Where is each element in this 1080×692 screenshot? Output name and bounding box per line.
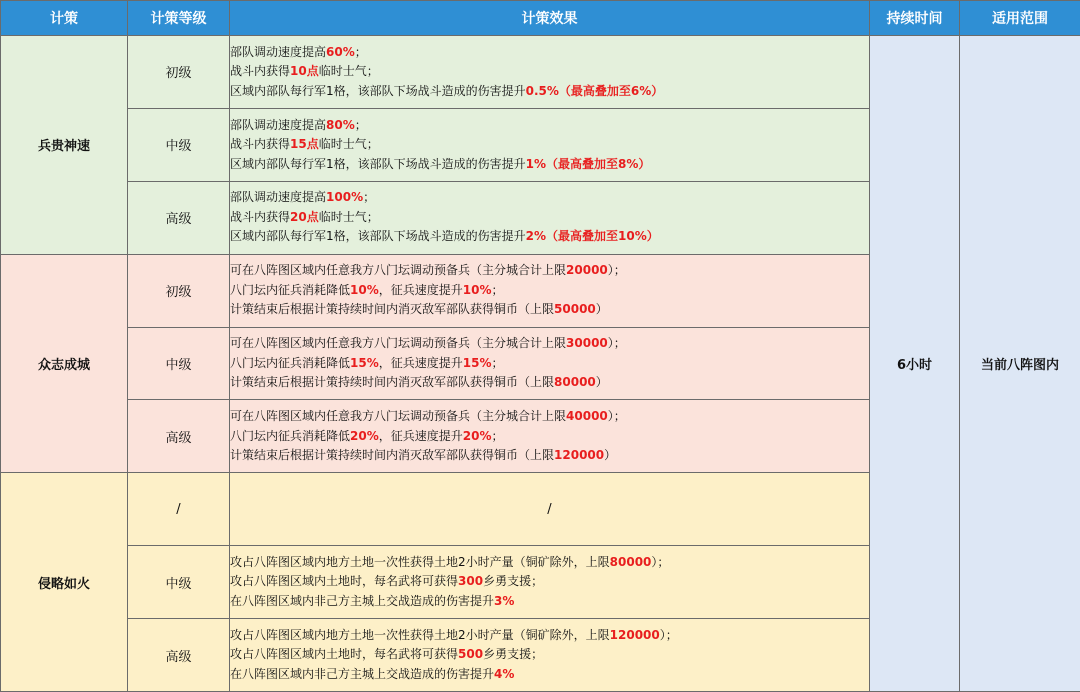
- effect-line: [230, 427, 869, 447]
- effect-line: [230, 43, 869, 63]
- effect-text: 乡勇支援；: [483, 647, 544, 662]
- strategy-effect: [230, 108, 870, 181]
- effect-text: 乡勇支援；: [483, 574, 544, 589]
- strategy-name: 兵贵神速: [1, 36, 128, 255]
- effect-text: ；: [491, 355, 504, 370]
- effect-text: 区域内部队每行军1格，该部队下场战斗造成的伤害提升: [230, 229, 526, 244]
- effect-text: 计策结束后根据计策持续时间内消灭敌军部队获得铜币（上限: [230, 375, 555, 390]
- effect-line: [230, 407, 869, 427]
- effect-text: 八门坛内征兵消耗降低: [230, 282, 351, 297]
- effect-line: [230, 82, 869, 102]
- effect-line: [230, 261, 869, 281]
- effect-line: [230, 208, 869, 228]
- scope-value: 当前八阵图内: [960, 36, 1080, 692]
- table-row: [1, 36, 1080, 109]
- effect-text: 可在八阵图区域内任意我方八门坛调动预备兵（主分城合计上限: [230, 336, 567, 351]
- effect-line: [230, 334, 869, 354]
- strategy-effect: [230, 254, 870, 327]
- strategy-name: 众志成城: [1, 254, 128, 473]
- effect-text: ，征兵速度提升: [378, 282, 463, 297]
- effect-text: 八门坛内征兵消耗降低: [230, 355, 351, 370]
- effect-text: /: [547, 501, 552, 517]
- effect-text: ）；: [651, 554, 670, 569]
- effect-text: ）；: [659, 627, 678, 642]
- strategy-level: 高级: [128, 181, 230, 254]
- effect-highlight: 20点: [290, 209, 319, 224]
- effect-text: ）: [604, 448, 617, 463]
- strategy-level: 中级: [128, 546, 230, 619]
- effect-highlight: 20%: [350, 428, 379, 443]
- effect-text: 临时士气；: [318, 209, 379, 224]
- effect-highlight: 100%: [326, 190, 364, 205]
- strategy-level: 初级: [128, 36, 230, 109]
- effect-line: [230, 281, 869, 301]
- effect-text: 区域内部队每行军1格，该部队下场战斗造成的伤害提升: [230, 156, 526, 171]
- effect-highlight: 50000: [554, 302, 596, 317]
- effect-text: 部队调动速度提高: [230, 44, 327, 59]
- effect-highlight: 1%（最高叠加至8%）: [525, 156, 651, 171]
- strategy-level: 中级: [128, 327, 230, 400]
- effect-line: [230, 227, 869, 247]
- effect-text: 八门坛内征兵消耗降低: [230, 428, 351, 443]
- effect-highlight: 10%: [462, 282, 492, 297]
- header-duration: 持续时间: [870, 1, 960, 36]
- header-strategy: 计策: [1, 1, 128, 36]
- effect-highlight: 15%: [350, 355, 379, 370]
- strategy-effect: [230, 546, 870, 619]
- strategy-effect: [230, 181, 870, 254]
- effect-line: [230, 373, 869, 393]
- strategy-level: 初级: [128, 254, 230, 327]
- effect-text: 临时士气；: [318, 137, 379, 152]
- effect-highlight: 0.5%（最高叠加至6%）: [525, 83, 664, 98]
- effect-text: ；: [354, 44, 367, 59]
- effect-text: ，征兵速度提升: [378, 355, 463, 370]
- effect-line: [230, 500, 869, 520]
- effect-text: ）；: [607, 336, 626, 351]
- effect-text: 在八阵图区域内非己方主城上交战造成的伤害提升: [230, 593, 495, 608]
- effect-highlight: 40000: [566, 409, 608, 424]
- effect-highlight: 120000: [554, 448, 605, 463]
- effect-line: [230, 135, 869, 155]
- strategy-name: 侵略如火: [1, 473, 128, 692]
- effect-highlight: 500: [458, 647, 484, 662]
- effect-highlight: 2%（最高叠加至10%）: [525, 229, 659, 244]
- effect-highlight: 20%: [462, 428, 492, 443]
- effect-line: [230, 592, 869, 612]
- effect-text: 部队调动速度提高: [230, 117, 327, 132]
- effect-highlight: 3%: [494, 593, 515, 608]
- effect-line: [230, 553, 869, 573]
- effect-line: [230, 155, 869, 175]
- strategy-level: /: [128, 473, 230, 546]
- effect-text: ，征兵速度提升: [378, 428, 463, 443]
- effect-line: [230, 354, 869, 374]
- effect-highlight: 15点: [290, 137, 319, 152]
- effect-text: 攻占八阵图区域内地方土地一次性获得土地2小时产量（铜矿除外，上限: [230, 554, 610, 569]
- header-scope: 适用范围: [960, 1, 1080, 36]
- effect-line: [230, 188, 869, 208]
- effect-highlight: 10%: [350, 282, 379, 297]
- effect-highlight: 60%: [326, 44, 355, 59]
- effect-text: 攻占八阵图区域内土地时，每名武将可获得: [230, 647, 459, 662]
- effect-text: 攻占八阵图区域内地方土地一次性获得土地2小时产量（铜矿除外，上限: [230, 627, 610, 642]
- strategy-effect: [230, 327, 870, 400]
- effect-line: [230, 572, 869, 592]
- effect-highlight: 15%: [462, 355, 492, 370]
- effect-line: [230, 62, 869, 82]
- strategy-effect: [230, 400, 870, 473]
- header-effect: 计策效果: [230, 1, 870, 36]
- effect-text: 战斗内获得: [230, 209, 291, 224]
- effect-text: 在八阵图区域内非己方主城上交战造成的伤害提升: [230, 666, 495, 681]
- effect-text: ）；: [607, 409, 626, 424]
- effect-text: 可在八阵图区域内任意我方八门坛调动预备兵（主分城合计上限: [230, 409, 567, 424]
- effect-highlight: 300: [458, 574, 484, 589]
- effect-highlight: 80000: [554, 375, 596, 390]
- duration-value: 6小时: [870, 36, 960, 692]
- strategy-level: 中级: [128, 108, 230, 181]
- effect-text: 战斗内获得: [230, 137, 291, 152]
- header-row: [1, 1, 1080, 36]
- strategy-effect: [230, 473, 870, 546]
- effect-text: 战斗内获得: [230, 64, 291, 79]
- effect-text: ）: [595, 302, 608, 317]
- strategy-level: 高级: [128, 400, 230, 473]
- effect-highlight: 20000: [566, 263, 608, 278]
- effect-text: 区域内部队每行军1格，该部队下场战斗造成的伤害提升: [230, 83, 526, 98]
- effect-highlight: 80000: [609, 554, 652, 569]
- effect-text: ；: [363, 190, 376, 205]
- header-level: 计策等级: [128, 1, 230, 36]
- effect-line: [230, 446, 869, 466]
- effect-text: ；: [491, 282, 504, 297]
- effect-line: [230, 626, 869, 646]
- strategy-level: 高级: [128, 619, 230, 692]
- effect-highlight: 10点: [290, 64, 319, 79]
- effect-highlight: 120000: [609, 627, 660, 642]
- effect-text: 计策结束后根据计策持续时间内消灭敌军部队获得铜币（上限: [230, 448, 555, 463]
- effect-line: [230, 116, 869, 136]
- effect-text: 计策结束后根据计策持续时间内消灭敌军部队获得铜币（上限: [230, 302, 555, 317]
- effect-highlight: 30000: [566, 336, 608, 351]
- effect-line: [230, 300, 869, 320]
- strategy-effect: [230, 36, 870, 109]
- effect-text: ；: [491, 428, 504, 443]
- effect-text: ）；: [607, 263, 626, 278]
- effect-highlight: 80%: [326, 117, 355, 132]
- effect-text: ）: [595, 375, 608, 390]
- effect-text: 临时士气；: [318, 64, 379, 79]
- effect-text: ；: [354, 117, 367, 132]
- effect-text: 可在八阵图区域内任意我方八门坛调动预备兵（主分城合计上限: [230, 263, 567, 278]
- effect-line: [230, 665, 869, 685]
- effect-text: 攻占八阵图区域内土地时，每名武将可获得: [230, 574, 459, 589]
- strategy-effect: [230, 619, 870, 692]
- effect-text: 部队调动速度提高: [230, 190, 327, 205]
- effect-line: [230, 645, 869, 665]
- effect-highlight: 4%: [494, 666, 515, 681]
